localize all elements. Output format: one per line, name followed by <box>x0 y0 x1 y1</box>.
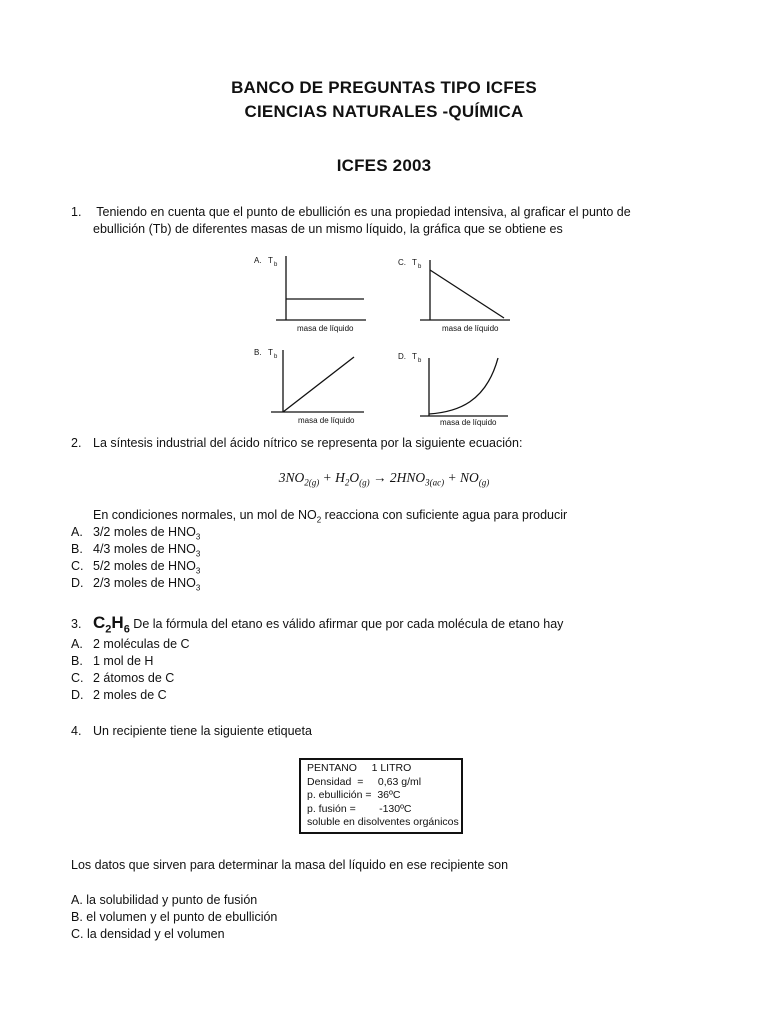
question-2-prompt: En condiciones normales, un mol de $NO_2$ reacciona con suficiente agua para producir <box>93 508 568 525</box>
doc-title-line1: BANCO DE PREGUNTAS TIPO ICFES <box>231 78 537 97</box>
question-1-text-line2: ebullición (Tb) de diferentes masas de un mismo líquido, la gráfica que se obtiene es <box>93 222 563 236</box>
graph-b <box>254 344 374 428</box>
q3-option-d: D. 2 moles de C <box>71 688 167 702</box>
label-line-5: soluble en disolventes orgánicos <box>307 816 459 828</box>
graph-a-xlabel: masa de líquido <box>297 324 354 333</box>
graph-c-xlabel: masa de líquido <box>442 324 499 333</box>
graph-d-letter: D. <box>398 352 406 361</box>
graph-c <box>398 254 518 336</box>
pentane-label <box>299 758 463 834</box>
question-4-prompt: Los datos que sirven para determinar la masa del líquido en ese recipiente son <box>71 858 509 872</box>
q4-option-b: B. el volumen y el punto de ebullición <box>71 910 278 924</box>
ethane-formula: $C_2H_6$ <box>93 613 130 636</box>
question-4 <box>71 723 312 739</box>
graph-b-letter: B. <box>254 348 262 357</box>
question-4-text: Un recipiente tiene la siguiente etiqueta <box>93 724 312 738</box>
question-3-number: 3. <box>71 617 82 631</box>
q2-option-d: D. 2/3 moles de $HNO_3$ <box>71 576 201 593</box>
question-1-text-line1: Teniendo en cuenta que el punto de ebullición es una propiedad intensiva, al graficar el punto de <box>93 205 631 219</box>
question-1-number: 1. <box>71 205 82 219</box>
q3-option-b: B. 1 mol de H <box>71 654 154 668</box>
q2-option-a: A. 3/2 moles de $HNO_3$ <box>71 525 201 542</box>
question-2-text: La síntesis industrial del ácido nítrico se representa por la siguiente ecuación: <box>93 436 523 450</box>
graph-c-curve <box>430 270 504 318</box>
label-line-2: Densidad = 0,63 g/ml <box>307 775 422 788</box>
question-2-number: 2. <box>71 436 82 450</box>
q3-option-a: A. 2 moléculas de C <box>71 637 190 651</box>
q2-option-c: C. 5/2 moles de $HNO_3$ <box>71 559 201 576</box>
graph-a-ysub: b <box>274 262 278 268</box>
label-line-4: p. fusión = -130ºC <box>307 802 412 815</box>
doc-title-line3: ICFES 2003 <box>336 156 432 175</box>
graph-d <box>398 348 518 432</box>
graph-c-ysub: b <box>418 264 422 270</box>
graph-c-ylabel: T <box>412 258 417 267</box>
graph-d-ysub: b <box>418 358 422 364</box>
graph-a-ylabel: T <box>268 256 273 265</box>
question-1-line1 <box>71 204 631 220</box>
doc-title-line2: CIENCIAS NATURALES -QUÍMICA <box>244 102 524 121</box>
question-2 <box>71 435 522 451</box>
question-3-text: De la fórmula del etano es válido afirmar que por cada molécula de etano hay <box>129 617 564 631</box>
graph-d-xlabel: masa de líquido <box>440 418 497 427</box>
question-4-number: 4. <box>71 724 82 738</box>
graph-b-xlabel: masa de líquido <box>298 416 355 425</box>
graph-d-ylabel: T <box>412 352 417 361</box>
graph-b-ysub: b <box>274 354 278 360</box>
graph-b-curve <box>283 357 354 412</box>
graph-a <box>254 254 374 336</box>
q4-option-a: A. la solubilidad y punto de fusión <box>71 893 258 907</box>
label-line-3: p. ebullición = 36ºC <box>307 789 401 801</box>
q4-option-c: C. la densidad y el volumen <box>71 927 225 941</box>
chemical-equation: $3NO_{2(g)} + H_2O_{(g)} \to 2HNO_{3(ac)} + NO_{(g)}$ <box>278 470 490 488</box>
graph-c-letter: C. <box>398 258 406 267</box>
graph-d-curve <box>429 358 498 414</box>
graph-b-ylabel: T <box>268 348 273 357</box>
q3-option-c: C. 2 átomos de C <box>71 671 175 685</box>
label-line-1: PENTANO 1 LITRO <box>307 762 412 774</box>
graph-a-letter: A. <box>254 256 262 265</box>
q2-option-b: B. 4/3 moles de $HNO_3$ <box>71 542 201 559</box>
